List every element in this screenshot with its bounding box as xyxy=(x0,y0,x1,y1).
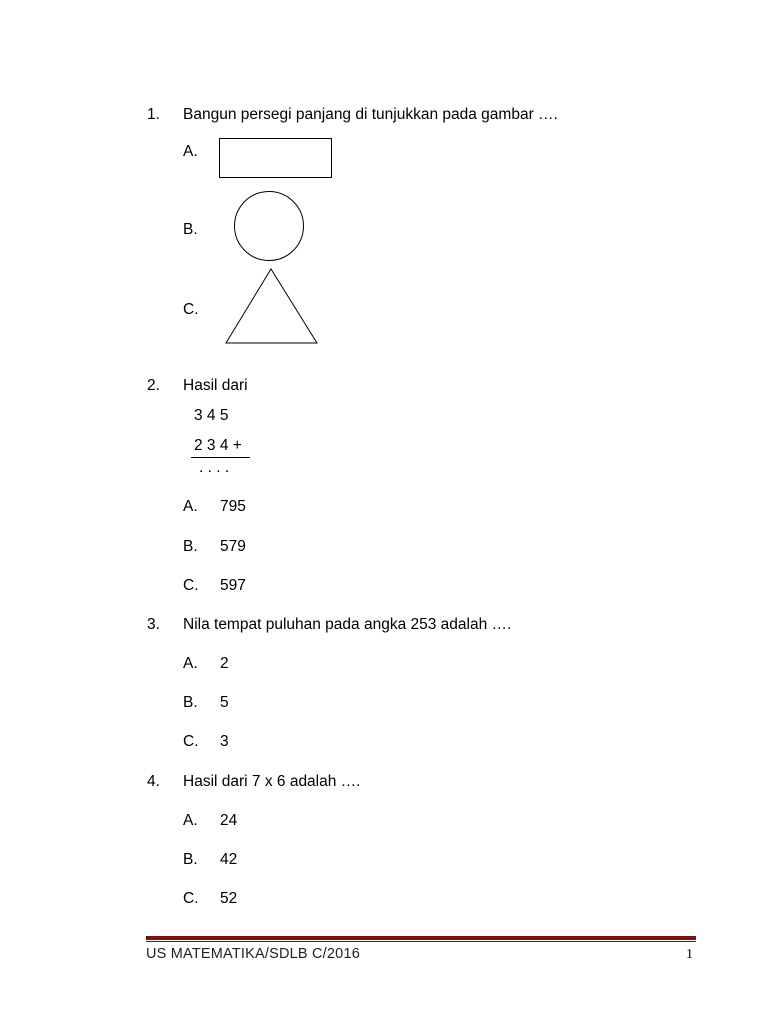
addend-1: 3 4 5 xyxy=(194,407,229,424)
question-1-number: 1. xyxy=(147,106,160,123)
q4-option-b-value: 42 xyxy=(220,851,238,868)
question-2-text: Hasil dari xyxy=(183,377,248,394)
question-4-text: Hasil dari 7 x 6 adalah …. xyxy=(183,773,361,790)
q4-option-c-label: C. xyxy=(183,890,199,907)
q1-option-c-label: C. xyxy=(183,301,199,318)
footer-title: US MATEMATIKA/SDLB C/2016 xyxy=(146,946,360,962)
circle-shape xyxy=(234,191,304,261)
q4-option-b-label: B. xyxy=(183,851,198,868)
q2-option-a-value: 795 xyxy=(220,498,246,515)
q3-option-b-value: 5 xyxy=(220,694,229,711)
footer-rule-thin xyxy=(146,941,696,942)
q4-option-a-label: A. xyxy=(183,812,198,829)
q3-option-c-value: 3 xyxy=(220,733,229,750)
q4-option-a-value: 24 xyxy=(220,812,238,829)
sum-result: . . . . xyxy=(199,459,230,476)
q3-option-a-label: A. xyxy=(183,655,198,672)
q2-option-c-value: 597 xyxy=(220,577,246,594)
q2-option-a-label: A. xyxy=(183,498,198,515)
rectangle-shape xyxy=(219,138,332,178)
q3-option-c-label: C. xyxy=(183,733,199,750)
q2-option-b-label: B. xyxy=(183,538,198,555)
q2-option-c-label: C. xyxy=(183,577,199,594)
q2-option-b-value: 579 xyxy=(220,538,246,555)
page-number: 1 xyxy=(686,947,693,962)
q3-option-a-value: 2 xyxy=(220,655,229,672)
question-3-number: 3. xyxy=(147,616,160,633)
question-3-text: Nila tempat puluhan pada angka 253 adalah …. xyxy=(183,616,512,633)
addend-2: 2 3 4 + xyxy=(194,437,242,454)
footer-rule-thick xyxy=(146,936,696,940)
question-2-number: 2. xyxy=(147,377,160,394)
q1-option-a-label: A. xyxy=(183,143,198,160)
triangle-shape xyxy=(224,266,320,346)
sum-line xyxy=(191,457,250,458)
q1-option-b-label: B. xyxy=(183,221,198,238)
question-1-text: Bangun persegi panjang di tunjukkan pada gambar …. xyxy=(183,106,558,123)
q3-option-b-label: B. xyxy=(183,694,198,711)
q4-option-c-value: 52 xyxy=(220,890,238,907)
question-4-number: 4. xyxy=(147,773,160,790)
